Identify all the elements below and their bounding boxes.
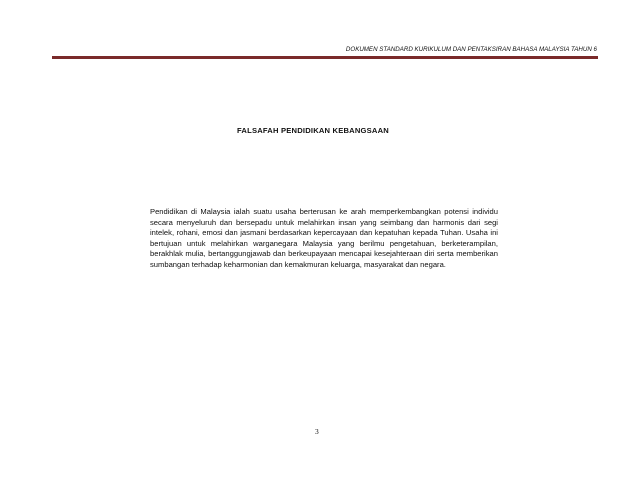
page-title: FALSAFAH PENDIDIKAN KEBANGSAAN <box>237 126 389 135</box>
body-paragraph: Pendidikan di Malaysia ialah suatu usaha berterusan ke arah memperkembangkan potensi individu secara menyeluruh dan bersepadu untuk melahirkan insan yang seimbang dan harmonis dari segi intelek, rohani, emosi dan jasmani berdasarkan kepercayaan dan kepatuhan kepada Tuhan. Usaha ini bertujuan untuk melahirkan warganegara Malaysia yang berilmu pengetahuan, berketerampilan, berakhlak mulia, bertanggungjawab dan berkeupayaan mencapai kesejahteraan diri serta memberikan sumbangan terhadap keharmonian dan kemakmuran keluarga, masyarakat dan negara. <box>150 207 498 269</box>
page-number: 3 <box>315 427 319 436</box>
page-header <box>0 46 638 66</box>
header-rule <box>52 56 598 59</box>
header-text: DOKUMEN STANDARD KURIKULUM DAN PENTAKSIRAN BAHASA MALAYSIA TAHUN 6 <box>345 46 597 53</box>
